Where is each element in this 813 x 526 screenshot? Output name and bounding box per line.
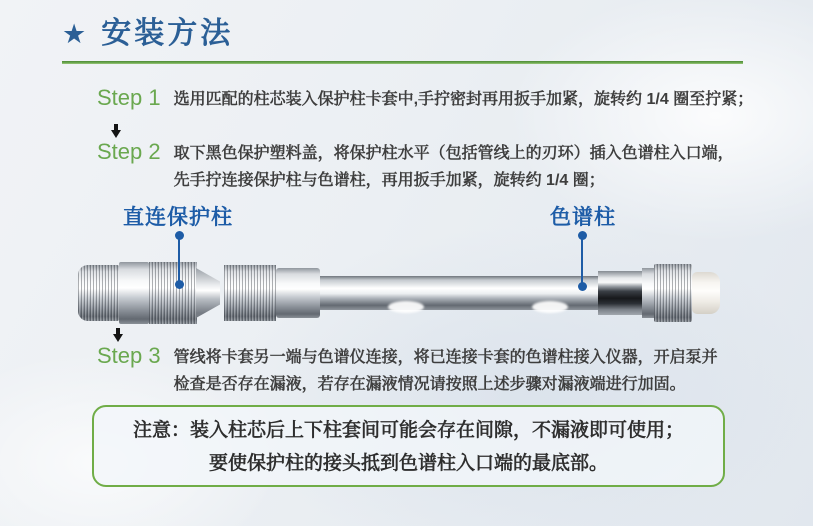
guard-column-pointer-line [178, 238, 180, 282]
tube-reflection [388, 301, 424, 313]
step-3-line-2: 检查是否存在漏液，若存在漏液情况请按照上述步骤对漏液端进行加固。 [173, 376, 686, 393]
step-3-label: Step 3 [97, 343, 161, 368]
guard-end-cap [78, 265, 120, 321]
step-2-label: Step 2 [97, 139, 161, 164]
note-box [92, 405, 725, 487]
note-line-2: 要使保护柱的接头抵到色谱柱入口端的最底部。 [208, 453, 608, 474]
tube-reflection [532, 301, 568, 313]
end-collar [642, 268, 654, 318]
down-arrow-icon [113, 334, 123, 342]
step-2 [97, 139, 734, 194]
star-icon: ★ [62, 19, 87, 49]
note-line-1: 注意：装入柱芯后上下柱套间可能会存在间隙，不漏液即可使用； [132, 420, 684, 441]
guard-cone-tip [196, 268, 220, 318]
step-2-line-2: 先手拧连接保护柱与色谱柱，再用扳手加紧，旋转约 1/4 圈； [173, 172, 605, 189]
step-1 [97, 85, 753, 113]
polished-nut [276, 268, 320, 318]
end-knurled-cap [654, 264, 692, 322]
down-arrow-icon [111, 130, 121, 138]
knurled-nut [224, 265, 276, 321]
step-2-text [174, 139, 734, 194]
step-1-text [174, 85, 754, 113]
ptfe-plug [692, 272, 720, 314]
column-tube [320, 276, 598, 310]
guard-column-label: 直连保护柱 [123, 206, 233, 229]
step-1-label: Step 1 [97, 85, 161, 110]
step-3-text [174, 343, 718, 398]
page-header [62, 15, 233, 53]
step-2-line-1: 取下黑色保护塑料盖，将保护柱水平（包括管线上的刃环）插入色谱柱入口端， [173, 145, 734, 162]
step-1-line-1: 选用匹配的柱芯装入保护柱卡套中,手拧密封再用扳手加紧，旋转约 1/4 圈至拧紧； [173, 91, 754, 108]
guard-collar [119, 262, 149, 324]
guard-column-body [149, 262, 197, 324]
analytical-column-pointer-line [581, 238, 583, 284]
page-title: 安装方法 [101, 17, 234, 50]
step-3-line-1: 管线将卡套另一端与色谱仪连接，将已连接卡套的色谱柱接入仪器，开启泵并 [173, 349, 718, 366]
analytical-column-label: 色谱柱 [550, 206, 616, 229]
step-3 [97, 343, 718, 398]
hex-nut-dark [598, 271, 642, 315]
title-divider [62, 61, 743, 64]
